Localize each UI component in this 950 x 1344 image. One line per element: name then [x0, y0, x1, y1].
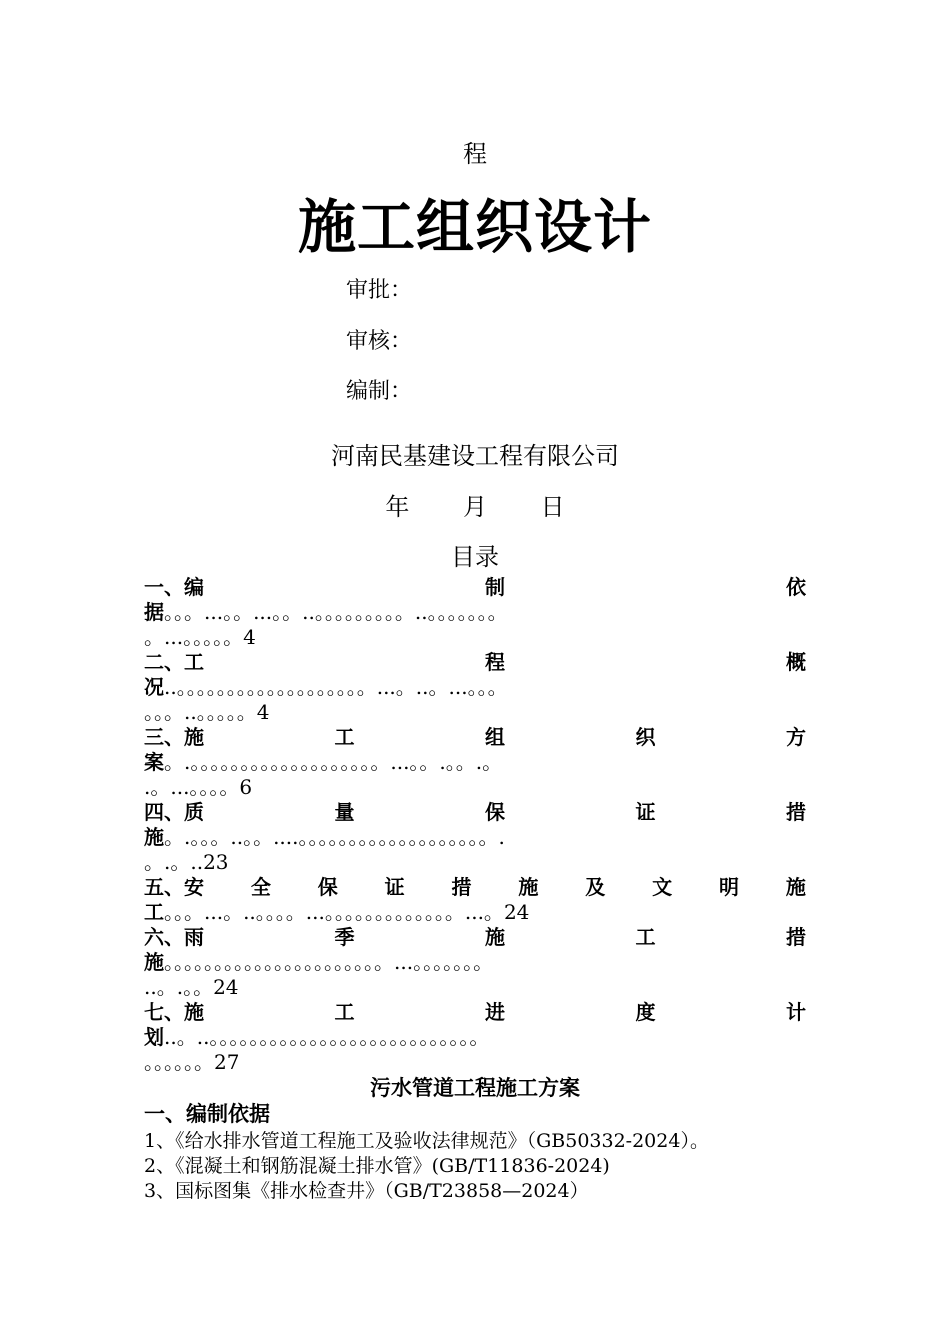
toc-heading-last-char: 案 [144, 750, 164, 774]
toc-heading-last-char: 施 [144, 825, 164, 849]
toc-page-line: 。。。。。。27 [144, 1050, 240, 1074]
toc-heading-char: 概 [786, 650, 806, 674]
toc-heading-char: 六、雨 [144, 925, 204, 949]
toc-heading-char: 五、安 [144, 875, 204, 899]
reference-item: 3、国标图集《排水检查井》（GB/T23858—2024） [144, 1180, 589, 1202]
toc-leader-line [144, 825, 806, 850]
plan-subtitle: 污水管道工程施工方案 [370, 1075, 580, 1100]
toc-heading-char: 及 [585, 875, 606, 899]
review-label: 审核： [346, 329, 413, 354]
toc-heading-char: 四、质 [144, 800, 204, 824]
toc-heading-char: 施 [785, 875, 806, 899]
toc-heading-char: 进 [485, 1000, 505, 1024]
toc-leader-dots: ..。。。。。。。。。。。。。。。。。。。...。..。...。。。 [164, 675, 508, 699]
company-name: 河南民基建设工程有限公司 [331, 442, 619, 470]
toc-leader-line [144, 1025, 806, 1050]
toc-heading-char: 保 [485, 800, 505, 824]
toc-page-number: 24 [503, 900, 530, 924]
toc-heading-last-char: 据 [144, 600, 164, 624]
toc-heading-char: 工 [334, 1000, 355, 1024]
toc-page-line: 。。。..。。。。。4 [144, 700, 270, 724]
toc-heading-char: 制 [485, 575, 505, 599]
toc-heading-last-char: 工 [144, 900, 164, 924]
toc-heading-char: 措 [786, 925, 806, 949]
toc-heading-char: 证 [635, 800, 656, 824]
date-line [0, 487, 950, 522]
toc-heading-char: 措 [451, 875, 472, 899]
toc-leader-line [144, 750, 806, 775]
reference-item: 2、《混凝土和钢筋混凝土排水管》(GB/T11836-2024) [144, 1155, 610, 1177]
toc-heading-char: 三、施 [144, 725, 204, 749]
toc-page-line: 。.。..23 [144, 850, 229, 874]
toc-heading-char: 一、编 [144, 575, 204, 599]
toc-heading-char: 季 [334, 925, 355, 949]
approval-label: 审批： [346, 278, 413, 303]
toc-entry-heading[interactable] [144, 925, 806, 950]
toc-leader-line [144, 950, 806, 975]
toc-leader-line [144, 900, 806, 925]
toc-leader-dots: 。。。...。。...。。..。。。。。。。。。..。。。。。。。 [164, 600, 508, 624]
date-year: 年 [385, 493, 410, 521]
toc-entry-heading[interactable] [144, 725, 806, 750]
toc-heading-char: 七、施 [144, 1000, 204, 1024]
table-of-contents [144, 575, 806, 1075]
toc-heading-last-char: 施 [144, 950, 164, 974]
toc-page-line: 。...。。。。。4 [144, 625, 256, 649]
date-month: 月 [463, 493, 487, 521]
toc-heading-char: 施 [518, 875, 539, 899]
toc-heading-char: 工 [334, 725, 355, 749]
toc-leader-line [144, 675, 806, 700]
toc-leader-dots: 。.。。。。。。。。。。。。。。。。。。。...。。.。。.。 [164, 750, 503, 774]
toc-heading-char: 保 [317, 875, 338, 899]
toc-heading-char: 织 [635, 725, 656, 749]
toc-heading-char: 措 [786, 800, 806, 824]
toc-page-line: ..。.。。24 [144, 975, 239, 999]
toc-page-line: .。...。。。。6 [144, 775, 253, 799]
toc-leader-dots: ..。..。。。。。。。。。。。。。。。。。。。。。。。。。。。 [164, 1025, 490, 1049]
toc-heading-last-char: 况 [144, 675, 164, 699]
toc-leader-dots: 。.。。。..。。....。。。。。。。。。。。。。。。。。。。. [164, 825, 505, 849]
toc-heading-char: 施 [485, 925, 505, 949]
toc-entry-heading[interactable] [144, 1000, 806, 1025]
toc-entry-heading[interactable] [144, 800, 806, 825]
toc-entry-heading[interactable] [144, 650, 806, 675]
toc-heading-char: 度 [635, 1000, 656, 1024]
document-title: 施工组织设计 [297, 193, 652, 261]
toc-heading-char: 计 [786, 1000, 806, 1024]
compiler-label: 编制： [346, 379, 413, 404]
toc-heading-char: 量 [334, 800, 355, 824]
toc-heading-char: 程 [485, 650, 505, 674]
toc-leader-dots: 。。。...。..。。。。...。。。。。。。。。。。。。...。 [164, 900, 504, 924]
reference-item: 1、《给水排水管道工程施工及验收法律规范》（GB50332-2024）。 [144, 1130, 709, 1152]
toc-heading-char: 依 [786, 575, 806, 599]
header-char: 程 [463, 140, 487, 168]
date-day: 日 [540, 493, 565, 521]
toc-entry-heading[interactable] [144, 875, 806, 900]
toc-heading-char: 方 [786, 725, 806, 749]
toc-entry-heading[interactable] [144, 575, 806, 600]
toc-leader-dots: 。。。。。。。。。。。。。。。。。。。。。。...。。。。。。。 [164, 950, 494, 974]
toc-heading-char: 证 [384, 875, 405, 899]
toc-heading-char: 组 [485, 725, 505, 749]
section-heading: 一、编制依据 [144, 1101, 270, 1126]
toc-leader-line [144, 600, 806, 625]
toc-heading-char: 二、工 [144, 650, 204, 674]
toc-title: 目录 [451, 543, 499, 571]
toc-heading-char: 全 [250, 875, 271, 899]
toc-heading-last-char: 划 [144, 1025, 164, 1049]
toc-heading-char: 文 [652, 875, 673, 899]
toc-heading-char: 明 [719, 875, 739, 899]
toc-heading-char: 工 [635, 925, 656, 949]
